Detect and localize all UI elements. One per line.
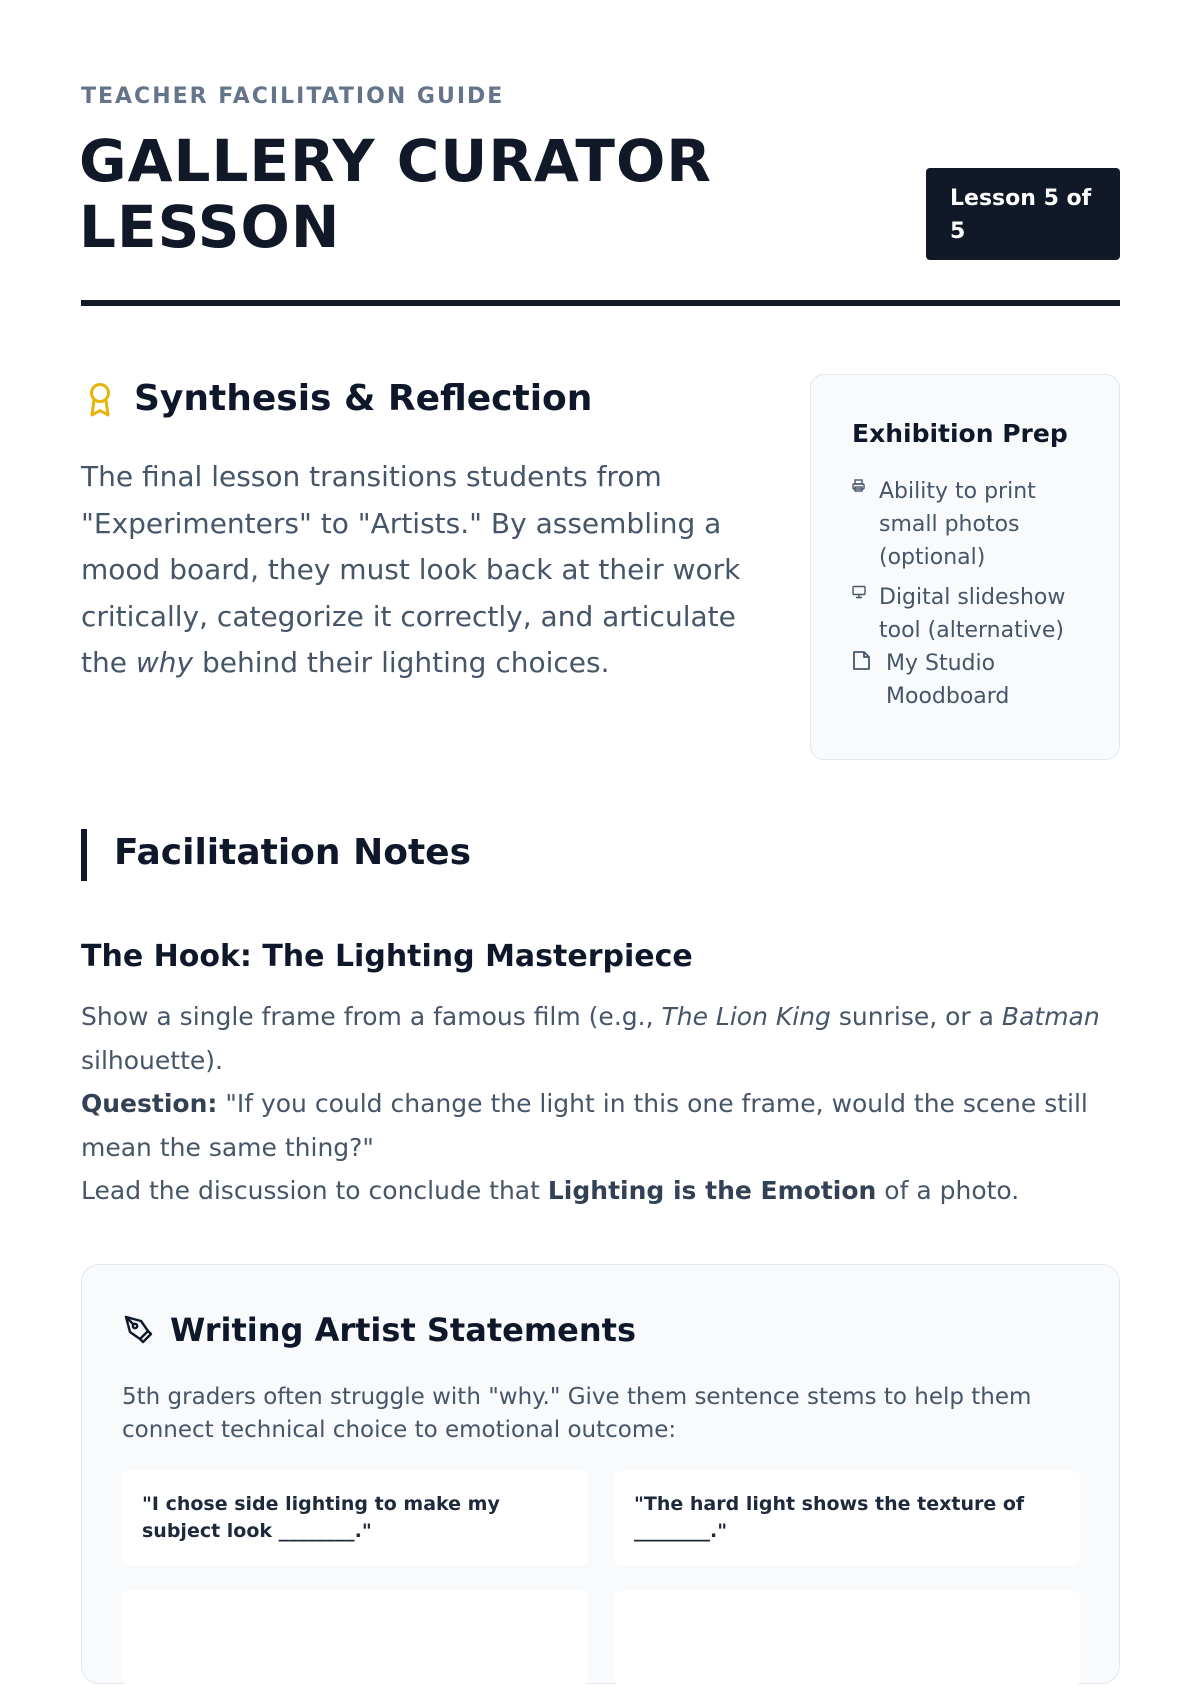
facilitation-notes-title: Facilitation Notes <box>114 832 471 873</box>
page-title <box>79 128 839 260</box>
hook-title: The Hook: The Lighting Masterpiece <box>81 939 693 974</box>
sentence-stem: "I chose side lighting to make my subject look ________." <box>122 1471 588 1565</box>
monitor-icon <box>852 585 866 599</box>
file-icon <box>852 650 871 671</box>
artist-statements-description: 5th graders often struggle with "why." Give them sentence stems to help them connect technical choice to emotional outcome: <box>122 1384 1032 1443</box>
synthesis-intro <box>81 454 761 687</box>
hook-paragraph-film <box>81 995 1121 1082</box>
prep-item-label: My Studio Moodboard <box>886 651 1010 709</box>
notes-accent-bar <box>81 829 87 881</box>
hook-text: Lead the discussion to conclude that <box>81 1176 548 1205</box>
hook-text: Show a single frame from a famous film (e.g., <box>81 1002 662 1031</box>
artist-statements-card <box>81 1264 1120 1684</box>
hook-paragraph-conclusion <box>81 1169 1121 1213</box>
award-icon <box>86 382 114 418</box>
film-title: The Lion King <box>661 1002 831 1031</box>
hook-text: sunrise, or a <box>830 1002 1002 1031</box>
hook-paragraph-question <box>81 1082 1121 1169</box>
prep-item-label: Digital slideshow tool (alternative) <box>879 585 1066 643</box>
sentence-stem-placeholder <box>614 1591 1080 1685</box>
artist-statements-title: Writing Artist Statements <box>170 1311 636 1349</box>
exhibition-prep-title: Exhibition Prep <box>852 419 1068 448</box>
title-line-1: GALLERY CURATOR <box>79 127 712 195</box>
intro-text-a: The final lesson transitions students from "Experimenters" to "Artists." By assembling a mood board, they must look back at their work critically, categorize it correctly, and articulate the <box>81 460 741 679</box>
hook-text: silhouette). <box>81 1045 223 1075</box>
hook-text: of a photo. <box>876 1176 1020 1205</box>
pen-tool-icon <box>122 1313 154 1345</box>
question-label: Question: <box>81 1089 218 1118</box>
guide-eyebrow: TEACHER FACILITATION GUIDE <box>81 84 505 109</box>
exhibition-prep-card <box>810 374 1120 760</box>
printer-icon <box>852 479 865 492</box>
hook-body <box>81 995 1121 1213</box>
film-title: Batman <box>1001 1002 1100 1031</box>
question-text: "If you could change the light in this one frame, would the scene still mean the same thing?" <box>81 1089 1088 1162</box>
lesson-badge: Lesson 5 of 5 <box>926 168 1120 260</box>
key-concept: Lighting is the Emotion <box>547 1176 877 1205</box>
prep-item-label: Ability to print small photos (optional) <box>879 479 1036 570</box>
header-divider <box>81 300 1120 306</box>
sentence-stem-placeholder <box>122 1591 588 1685</box>
intro-text-b: behind their lighting choices. <box>193 646 610 679</box>
sentence-stem: "The hard light shows the texture of ________." <box>614 1471 1080 1565</box>
title-line-2: LESSON <box>79 193 341 261</box>
synthesis-title: Synthesis & Reflection <box>134 378 593 419</box>
intro-emphasis: why <box>135 646 194 679</box>
